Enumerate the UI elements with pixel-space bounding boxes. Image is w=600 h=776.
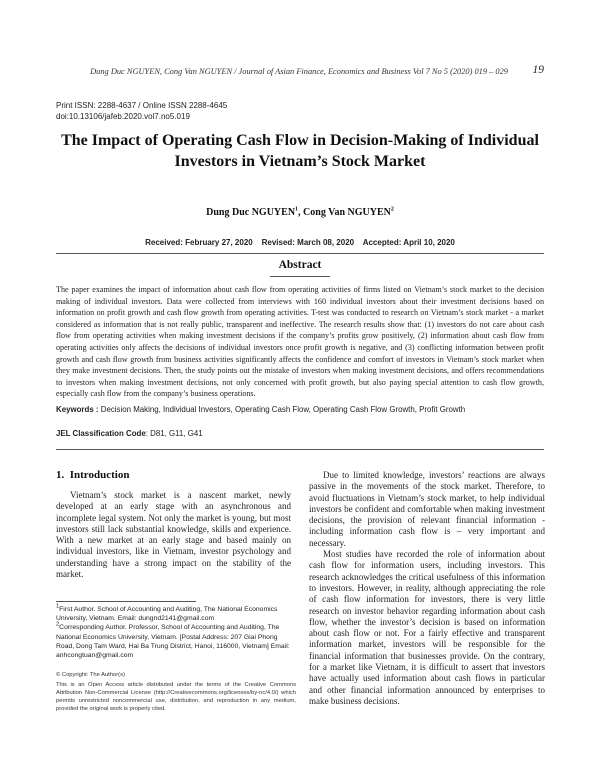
footnote-divider (56, 601, 196, 602)
license-text: This is an Open Access article distributed under the terms of the Creative Commons Attribution Non-Commercial License (http://Creativecommons.org/licenses/by-nc/4.0/) which permits unrestricted noncommercial use, distribution, and reproduction in any medium, provided the original work is properly cited. (56, 681, 296, 712)
abstract-heading: Abstract (278, 259, 322, 271)
footnotes (56, 605, 296, 660)
intro-paragraph-1: Vietnam’s stock market is a nascent market, newly developed at an early stage with an asynchronous and incomplete legal system. Not only the market is young, but most investors still lack substantial knowledge, skills and experience. With a new market at an early stage and based mainly on individual investors, like in Vietnam, investor psychology and understanding have a strong impact on the stability of the market. (56, 490, 291, 580)
author-list (56, 207, 544, 218)
right-column (309, 470, 545, 707)
abstract-heading-underline (270, 276, 330, 277)
copyright-notice (56, 672, 296, 716)
author-separator: , (298, 207, 304, 218)
abstract-text: The paper examines the impact of information about cash flow from operating activities of firms listed on Vietnam’s stock market to the decision making of individual investors. Data were collected from interviews with 160 individual investors about their investment decisions based on information on profit growth and cash flow growth from operating activities. T-test was conducted to research on Vietnam’s stock market - a market considered as information that is not really public, transparent and ineffective. The research results show that: (1) investors do not care about cash flow from operating activities when making investment decisions if the company’s profits grow positively, (2) information about cash flow from operating activities only affects the decisions of individual investors once profit growth is negative, and (3) conflicting information between profit growth and cash flow growth from business activities significantly affects the confidence and comfort of investors in Vietnam’s stock market when they make investment decisions. Then, the study points out the mistake of investors when making investment decisions, and offers recommendations to investors when making investment decisions, not only concerned with profit growth, but also paying special attention to cash flow growth, especially cash flow from the company’s business operations. (56, 285, 544, 399)
title-line-1: The Impact of Operating Cash Flow in Decision-Making of Individual (61, 132, 539, 149)
submission-dates: Received: February 27, 2020 Revised: March 08, 2020 Accepted: April 10, 2020 (145, 238, 455, 247)
jel-codes: : D81, G11, G41 (145, 429, 203, 438)
author-1: Dung Duc NGUYEN (206, 207, 296, 218)
intro-paragraph-2: Due to limited knowledge, investors’ reactions are always passive in the movements of the stock market. Therefore, to avoid fluctuations in Vietnam’s stock market, to help individual investors be confident and comfortable when making investment decisions, the provision of relevant financial information - including information cash flow is – very important and necessary. (309, 470, 545, 548)
issn-block (56, 100, 227, 122)
footnote-1-mark: 1 (56, 603, 60, 610)
paper-title (56, 130, 544, 172)
keywords (56, 405, 544, 414)
footnote-2 (56, 623, 296, 660)
issn-line: Print ISSN: 2288-4637 / Online ISSN 2288-4645 (56, 101, 228, 110)
author-1-mark: 1 (295, 206, 299, 213)
title-line-2: Investors in Vietnam’s Stock Market (174, 153, 426, 170)
keywords-text: Decision Making, Individual Investors, Operating Cash Flow, Operating Cash Flow Growth, Profit Growth (98, 405, 466, 414)
keywords-label: Keywords : (56, 405, 99, 414)
footnote-2-mark: 2 (56, 622, 60, 629)
doi-line: doi:10.13106/jafeb.2020.vol7.no5.019 (56, 112, 190, 121)
running-head: Dung Duc NGUYEN, Cong Van NGUYEN / Journal of Asian Finance, Economics and Business Vol 7 No 5 (2020) 019 – 029 (90, 67, 508, 76)
footnote-2-text: Corresponding Author. Professor, School of Accounting and Auditing, The National Economics University, Vietnam. [Postal Address: 207 Giai Phong Road, Dong Tam Ward, Hai Ba Trung District, Hanoi, 116000, Vietnam] Email: anhcongtuan@gmail.com (56, 624, 290, 660)
author-2: Cong Van NGUYEN (303, 207, 391, 218)
footnote-1-text: First Author. School of Accounting and Auditing, The National Economics University, Vietnam. Email: dungnd2141@gmail.com (56, 606, 278, 623)
jel-classification (56, 429, 544, 438)
author-2-mark: 2 (390, 206, 394, 213)
left-column (56, 490, 291, 580)
intro-paragraph-3: Most studies have recorded the role of information about cash flow for information users, including investors. This research acknowledges the critical usefulness of this information to investors. However, in reality, although appreciating the role of cash flow information for investors, there is very little research on investor behavior regarding information about cash flow, whether the investor’s decision is based on information about cash flow or not. For a fairly effective and transparent information market, investors will be responsible for the financial information that businesses provide. On the contrary, for a market like Vietnam, it is difficult to assert that investors have actually used information about cash flows in particular and other financial information announced by enterprises to make business decisions. (309, 549, 545, 706)
page-number: 19 (532, 64, 544, 76)
divider-bottom (56, 449, 544, 450)
footnote-1 (56, 605, 296, 623)
copyright-line: © Copyright: The Author(s) (56, 672, 125, 678)
section-heading-introduction: 1. Introduction (56, 469, 130, 481)
divider-top (56, 253, 544, 254)
jel-label: JEL Classification Code (56, 429, 146, 438)
